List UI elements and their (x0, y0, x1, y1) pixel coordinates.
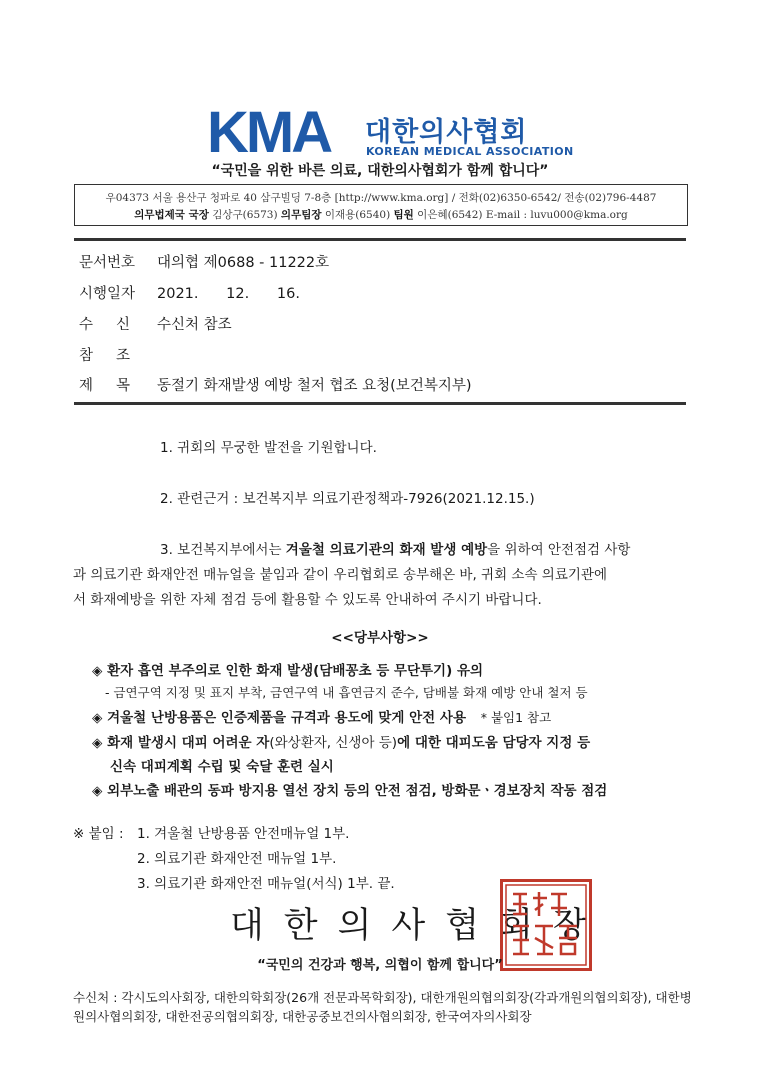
staff-value: 이은혜(6542) E-mail : luvu000@kma.org (417, 209, 628, 221)
notice-item-3-start: ◈ 화재 발생시 대피 어려운 자 (92, 735, 270, 751)
reference-label: 참 조 (79, 348, 131, 364)
paragraph-3-end: 을 위하여 안전점검 사항 (487, 542, 631, 558)
paragraph-1: 1. 귀회의 무궁한 발전을 기원합니다. (160, 440, 377, 456)
doc-number-row (79, 251, 329, 271)
footer-slogan: “국민의 건강과 행복, 의협이 함께 합니다” (257, 958, 503, 973)
date-value: 2021. 12. 16. (157, 286, 300, 302)
notice-item-1: ◈ 환자 흡연 부주의로 인한 화재 발생(담배꽁초 등 무단투기) 유의 (92, 663, 484, 679)
dept-value: 김상구(6573) (212, 209, 278, 221)
seal-glyph-4 (535, 926, 553, 954)
notice-item-3-normal: (와상환자, 신생아 등) (269, 735, 398, 751)
seal-glyph-3 (513, 926, 529, 954)
recipient-label: 수 신 (79, 317, 131, 333)
attachment-1: 1. 겨울철 난방용품 안전매뉴얼 1부. (137, 826, 350, 842)
doc-number-value: 대의협 제0688 - 11222호 (157, 255, 330, 271)
recipient-value: 수신처 참조 (157, 317, 232, 333)
notice-item-3-line-2: 신속 대피계획 수립 및 숙달 훈련 실시 (110, 759, 334, 775)
notice-item-3 (92, 731, 590, 751)
recipient-row (79, 313, 232, 333)
header-slogan: “국민을 위한 바른 의료, 대한의사협회가 함께 합니다” (211, 163, 549, 179)
header-divider (74, 238, 686, 241)
paragraph-3-line-1 (160, 538, 630, 558)
notice-item-4: ◈ 외부노출 배관의 동파 방지용 열선 장치 등의 안전 점검, 방화문ㆍ경보장치 작동 점검 (92, 783, 608, 799)
attachment-2: 2. 의료기관 화재안전 매뉴얼 1부. (137, 851, 337, 867)
seal-glyph-2 (533, 892, 567, 916)
seal-glyph-5 (559, 926, 577, 954)
paragraph-3-line-2: 과 의료기관 화재안전 매뉴얼을 붙임과 같이 우리협회로 송부해온 바, 귀회 소속 의료기관에 (73, 567, 608, 583)
notice-item-2-note: * 붙임1 참고 (480, 710, 552, 725)
paragraph-3-line-3: 서 화재예방을 위한 자체 점검 등에 활용할 수 있도록 안내하여 주시기 바랍니다. (73, 592, 542, 608)
subject-label: 제 목 (79, 378, 131, 394)
signature-title: 대한의사협회장 (230, 906, 607, 946)
paragraph-2: 2. 관련근거 : 보건복지부 의료기관정책과-7926(2021.12.15.) (160, 491, 535, 507)
doc-number-label: 문서번호 (79, 255, 136, 271)
contact-box (74, 184, 688, 226)
staff-label: 팀원 (393, 209, 414, 221)
notice-item-3-end: 에 대한 대피도움 담당자 지정 등 (397, 735, 591, 751)
reference-row (79, 344, 157, 364)
attachment-label: ※ 붙임 : (73, 826, 124, 842)
notice-item-2-text: ◈ 겨울철 난방용품은 인증제품을 규격과 용도에 맞게 안전 사용 (92, 710, 467, 726)
org-name-english: KOREAN MEDICAL ASSOCIATION (366, 145, 574, 158)
date-label: 시행일자 (79, 286, 136, 302)
attachment-3: 3. 의료기관 화재안전 매뉴얼(서식) 1부. 끝. (137, 876, 395, 892)
team-value: 이재용(6540) (324, 209, 391, 221)
notice-title: <<당부사항>> (331, 630, 429, 646)
paragraph-3-start: 3. 보건복지부에서는 (160, 542, 286, 558)
dept-label: 의무법제국 국장 (134, 209, 209, 221)
notice-item-2 (92, 706, 551, 726)
contact-address-line: 우04373 서울 용산구 청파로 40 삼구빌딩 7-8층 [http://www.kma.org] / 전화(02)6350-6542/ 전송(02)796-4487 (105, 192, 657, 204)
notice-item-1-sub: - 금연구역 지정 및 표지 부착, 금연구역 내 흡연금지 준수, 담배불 화재 예방 안내 철저 등 (105, 685, 588, 700)
subject-row (79, 374, 472, 394)
kma-logo: KMA (207, 100, 331, 165)
paragraph-3-emphasis: 겨울철 의료기관의 화재 발생 예방 (285, 542, 488, 558)
org-name-korean: 대한의사협회 (365, 117, 528, 148)
meta-divider (74, 402, 686, 405)
subject-value: 동절기 화재발생 예방 철저 협조 요청(보건복지부) (157, 378, 472, 394)
date-row (79, 282, 300, 302)
team-label: 의무팀장 (280, 209, 322, 221)
seal-glyph-1 (513, 894, 527, 914)
recipients-list: 수신처 : 각시도의사회장, 대한의학회장(26개 전문과목학회장), 대한개원의협의회장(각과개원의협의회장), 대한병원의사협의회장, 대한전공의협의회장, 대한공중보건의사협의회장, 한국여자의사회장 (73, 990, 692, 1024)
contact-staff-line (75, 207, 687, 222)
